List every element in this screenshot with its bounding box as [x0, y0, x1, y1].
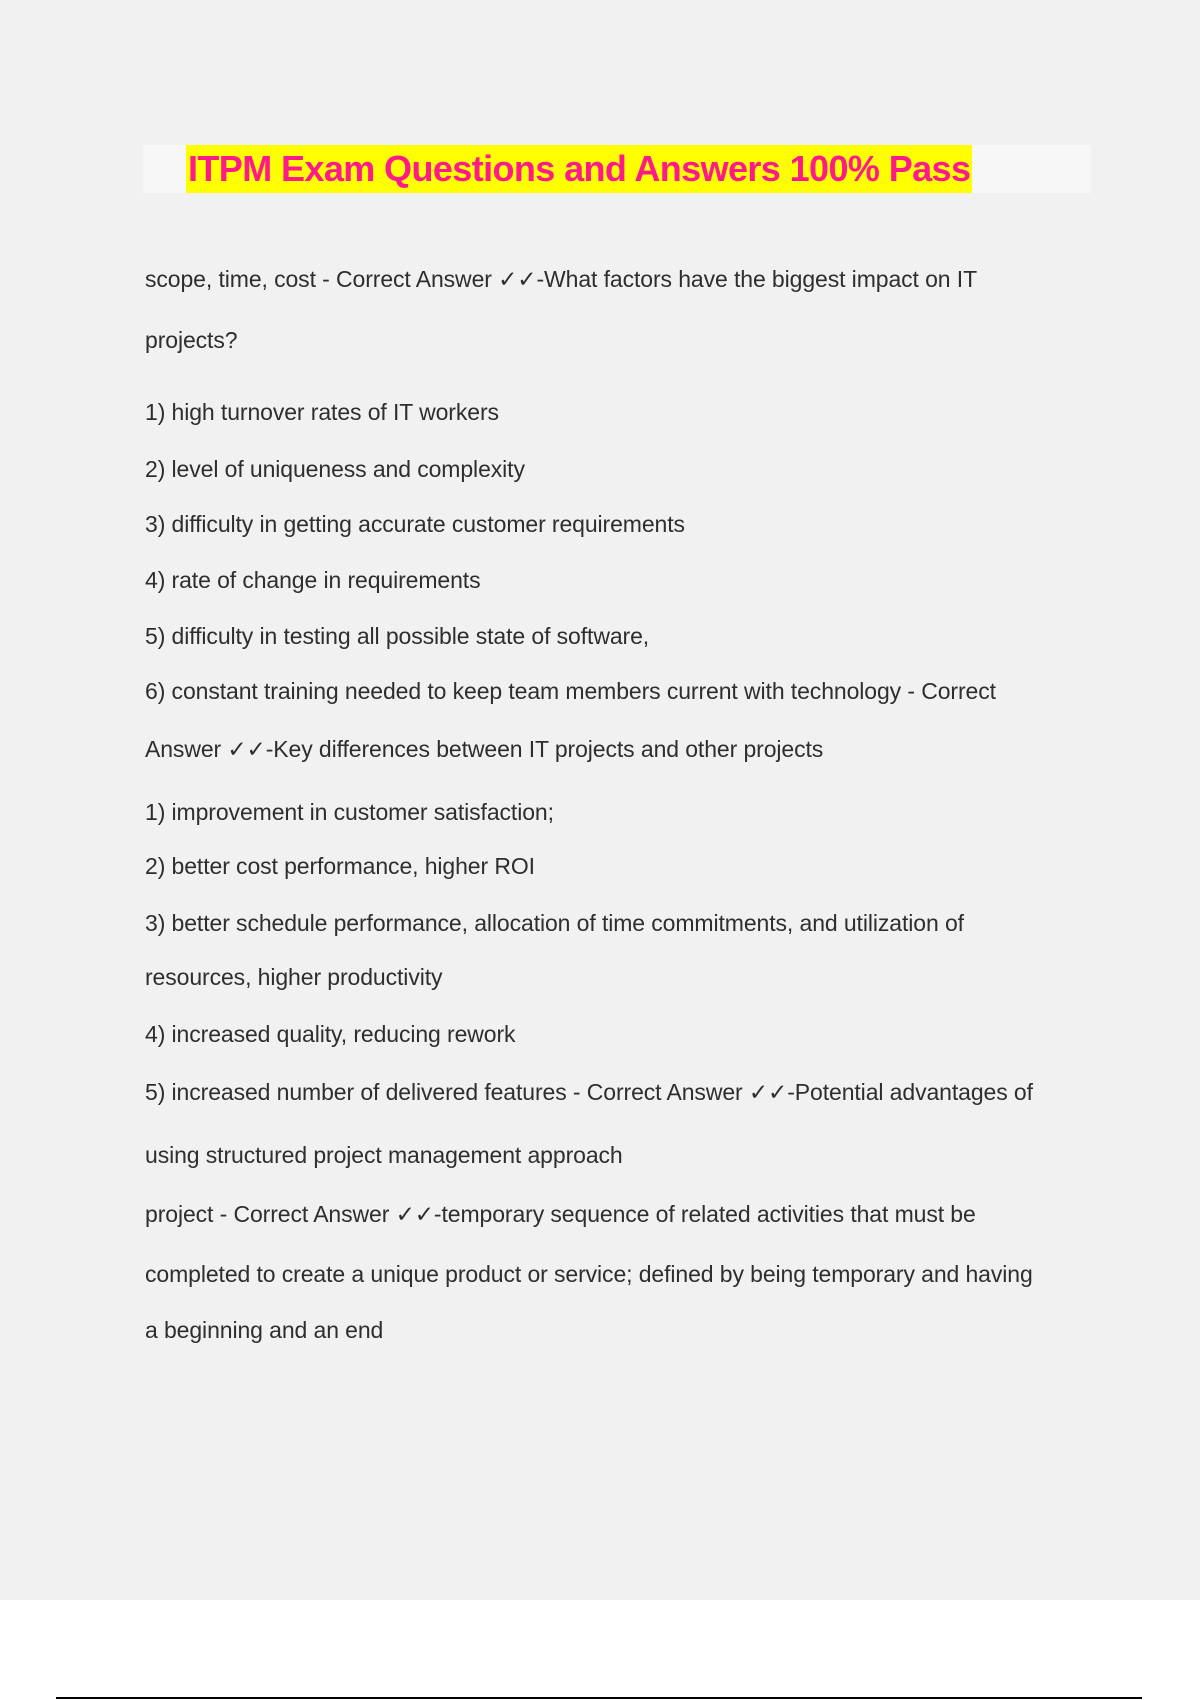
- text-line: scope, time, cost - Correct Answer ✓✓-What factors have the biggest impact on IT: [145, 266, 978, 292]
- footer-divider: [56, 1697, 1142, 1699]
- document-title: ITPM Exam Questions and Answers 100% Pass: [186, 145, 972, 193]
- text-line: completed to create a unique product or service; defined by being temporary and having: [145, 1261, 1033, 1287]
- text-line: using structured project management approach: [145, 1142, 623, 1168]
- text-line: 5) increased number of delivered features - Correct Answer ✓✓-Potential advantages of: [145, 1079, 1033, 1105]
- text-line: 4) increased quality, reducing rework: [145, 1021, 516, 1047]
- text-line: 2) level of uniqueness and complexity: [145, 456, 525, 482]
- text-line: 1) high turnover rates of IT workers: [145, 399, 499, 425]
- text-line: Answer ✓✓-Key differences between IT projects and other projects: [145, 736, 824, 762]
- text-line: 3) difficulty in getting accurate customer requirements: [145, 511, 685, 537]
- text-line: a beginning and an end: [145, 1317, 384, 1343]
- text-line: 4) rate of change in requirements: [145, 567, 481, 593]
- text-line: project - Correct Answer ✓✓-temporary sequence of related activities that must be: [145, 1201, 976, 1227]
- text-line: 2) better cost performance, higher ROI: [145, 853, 535, 879]
- text-line: 5) difficulty in testing all possible state of software,: [145, 623, 650, 649]
- text-line: projects?: [145, 327, 238, 353]
- text-line: 6) constant training needed to keep team members current with technology - Correct: [145, 678, 996, 704]
- text-line: 3) better schedule performance, allocation of time commitments, and utilization of: [145, 910, 964, 936]
- text-line: resources, higher productivity: [145, 964, 443, 990]
- text-line: 1) improvement in customer satisfaction;: [145, 799, 554, 825]
